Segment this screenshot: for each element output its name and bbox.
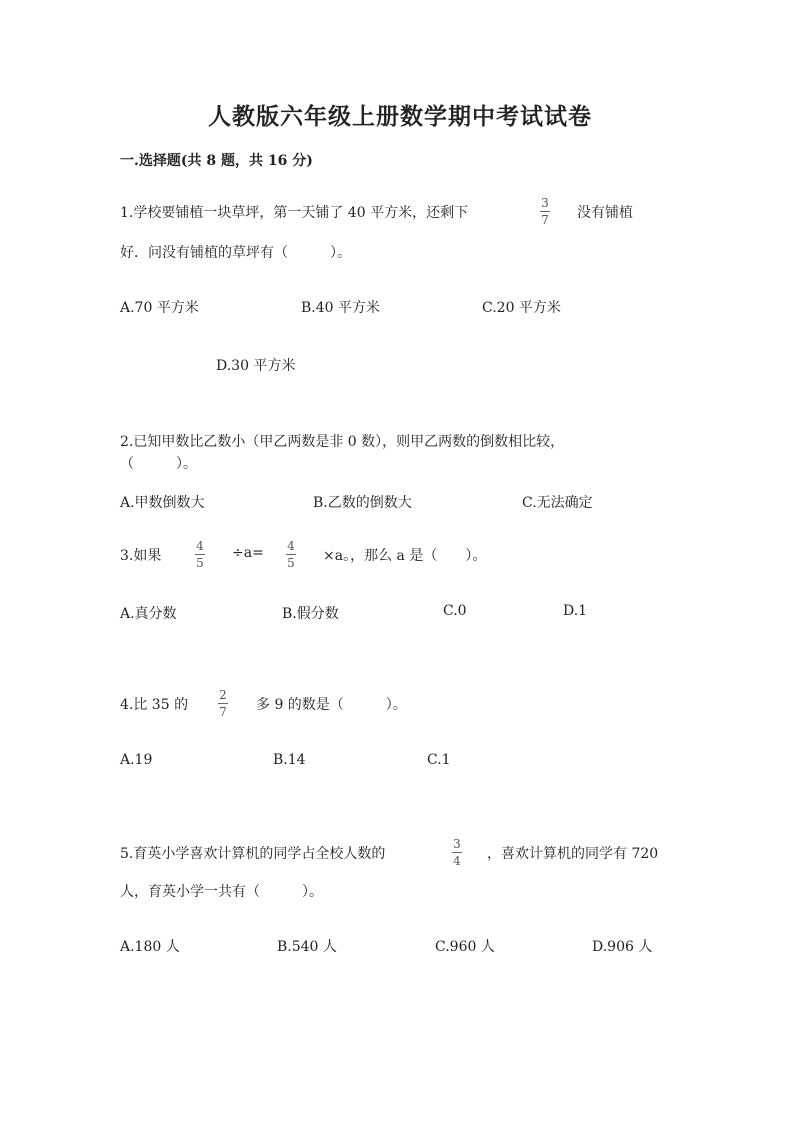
question-1-fraction xyxy=(540,196,550,227)
question-2-option-c[interactable]: C.无法确定 xyxy=(522,495,593,511)
question-1-text-line1: 1.学校要铺植一块草坪，第一天铺了 40 平方米，还剩下 xyxy=(120,205,469,221)
question-3-option-a[interactable]: A.真分数 xyxy=(120,606,177,622)
question-2-option-b[interactable]: B.乙数的倒数大 xyxy=(313,495,412,511)
question-4-text-suffix: 多 9 的数是（ ）。 xyxy=(256,697,407,713)
question-2-option-a[interactable]: A.甲数倒数大 xyxy=(120,495,205,511)
fraction-denominator: 7 xyxy=(219,705,227,719)
question-1-option-d[interactable]: D.30 平方米 xyxy=(216,358,296,374)
question-5-text-line2: 人，育英小学一共有（ ）。 xyxy=(120,884,323,900)
fraction-denominator: 4 xyxy=(453,854,461,868)
question-4-option-b[interactable]: B.14 xyxy=(273,752,306,768)
fraction-numerator: 4 xyxy=(196,539,204,553)
question-1-option-a[interactable]: A.70 平方米 xyxy=(120,300,199,316)
fraction-bar xyxy=(452,852,462,853)
question-2-text-line1: 2.已知甲数比乙数小（甲乙两数是非 0 数），则甲乙两数的倒数相比较， xyxy=(120,434,565,450)
question-4-option-c[interactable]: C.1 xyxy=(427,752,451,768)
question-5-option-b[interactable]: B.540 人 xyxy=(277,939,337,955)
page-title: 人教版六年级上册数学期中考试试卷 xyxy=(208,103,592,130)
question-1-option-b[interactable]: B.40 平方米 xyxy=(301,300,381,316)
question-5-option-a[interactable]: A.180 人 xyxy=(120,939,180,955)
fraction-numerator: 3 xyxy=(541,196,549,210)
question-3-text-prefix: 3.如果 xyxy=(120,548,162,564)
fraction-denominator: 5 xyxy=(196,556,204,570)
question-3-fraction-2 xyxy=(286,539,296,570)
fraction-bar xyxy=(218,703,228,704)
question-4-text-prefix: 4.比 35 的 xyxy=(120,697,189,713)
question-3-option-b[interactable]: B.假分数 xyxy=(282,606,339,622)
question-2-text-line2: （ ）。 xyxy=(120,456,197,472)
question-5-text-suffix: ，喜欢计算机的同学有 720 xyxy=(487,846,659,862)
question-5-option-c[interactable]: C.960 人 xyxy=(435,939,495,955)
question-3-text-suffix: ×a。，那么 a 是（ ）。 xyxy=(323,548,487,564)
question-5-option-d[interactable]: D.906 人 xyxy=(592,939,653,955)
question-1-option-c[interactable]: C.20 平方米 xyxy=(482,300,561,316)
fraction-bar xyxy=(195,554,205,555)
fraction-denominator: 5 xyxy=(287,556,295,570)
fraction-bar xyxy=(286,554,296,555)
question-3-fraction-1 xyxy=(195,539,205,570)
question-4-option-a[interactable]: A.19 xyxy=(120,752,153,768)
question-4-fraction xyxy=(218,688,228,719)
question-5-fraction xyxy=(452,837,462,868)
fraction-bar xyxy=(540,211,550,212)
question-5-text-prefix: 5.育英小学喜欢计算机的同学占全校人数的 xyxy=(120,846,386,862)
question-1-text-after-fraction: 没有铺植 xyxy=(577,205,633,221)
question-3-text-middle: ÷a= xyxy=(232,545,264,561)
section-heading: 一.选择题(共 8 题，共 16 分) xyxy=(120,153,313,169)
fraction-numerator: 2 xyxy=(219,688,227,702)
question-1-text-line2: 好．问没有铺植的草坪有（ ）。 xyxy=(120,245,351,261)
question-3-option-c[interactable]: C.0 xyxy=(443,603,467,619)
fraction-numerator: 3 xyxy=(453,837,461,851)
fraction-denominator: 7 xyxy=(541,213,549,227)
fraction-numerator: 4 xyxy=(287,539,295,553)
question-3-option-d[interactable]: D.1 xyxy=(563,603,588,619)
